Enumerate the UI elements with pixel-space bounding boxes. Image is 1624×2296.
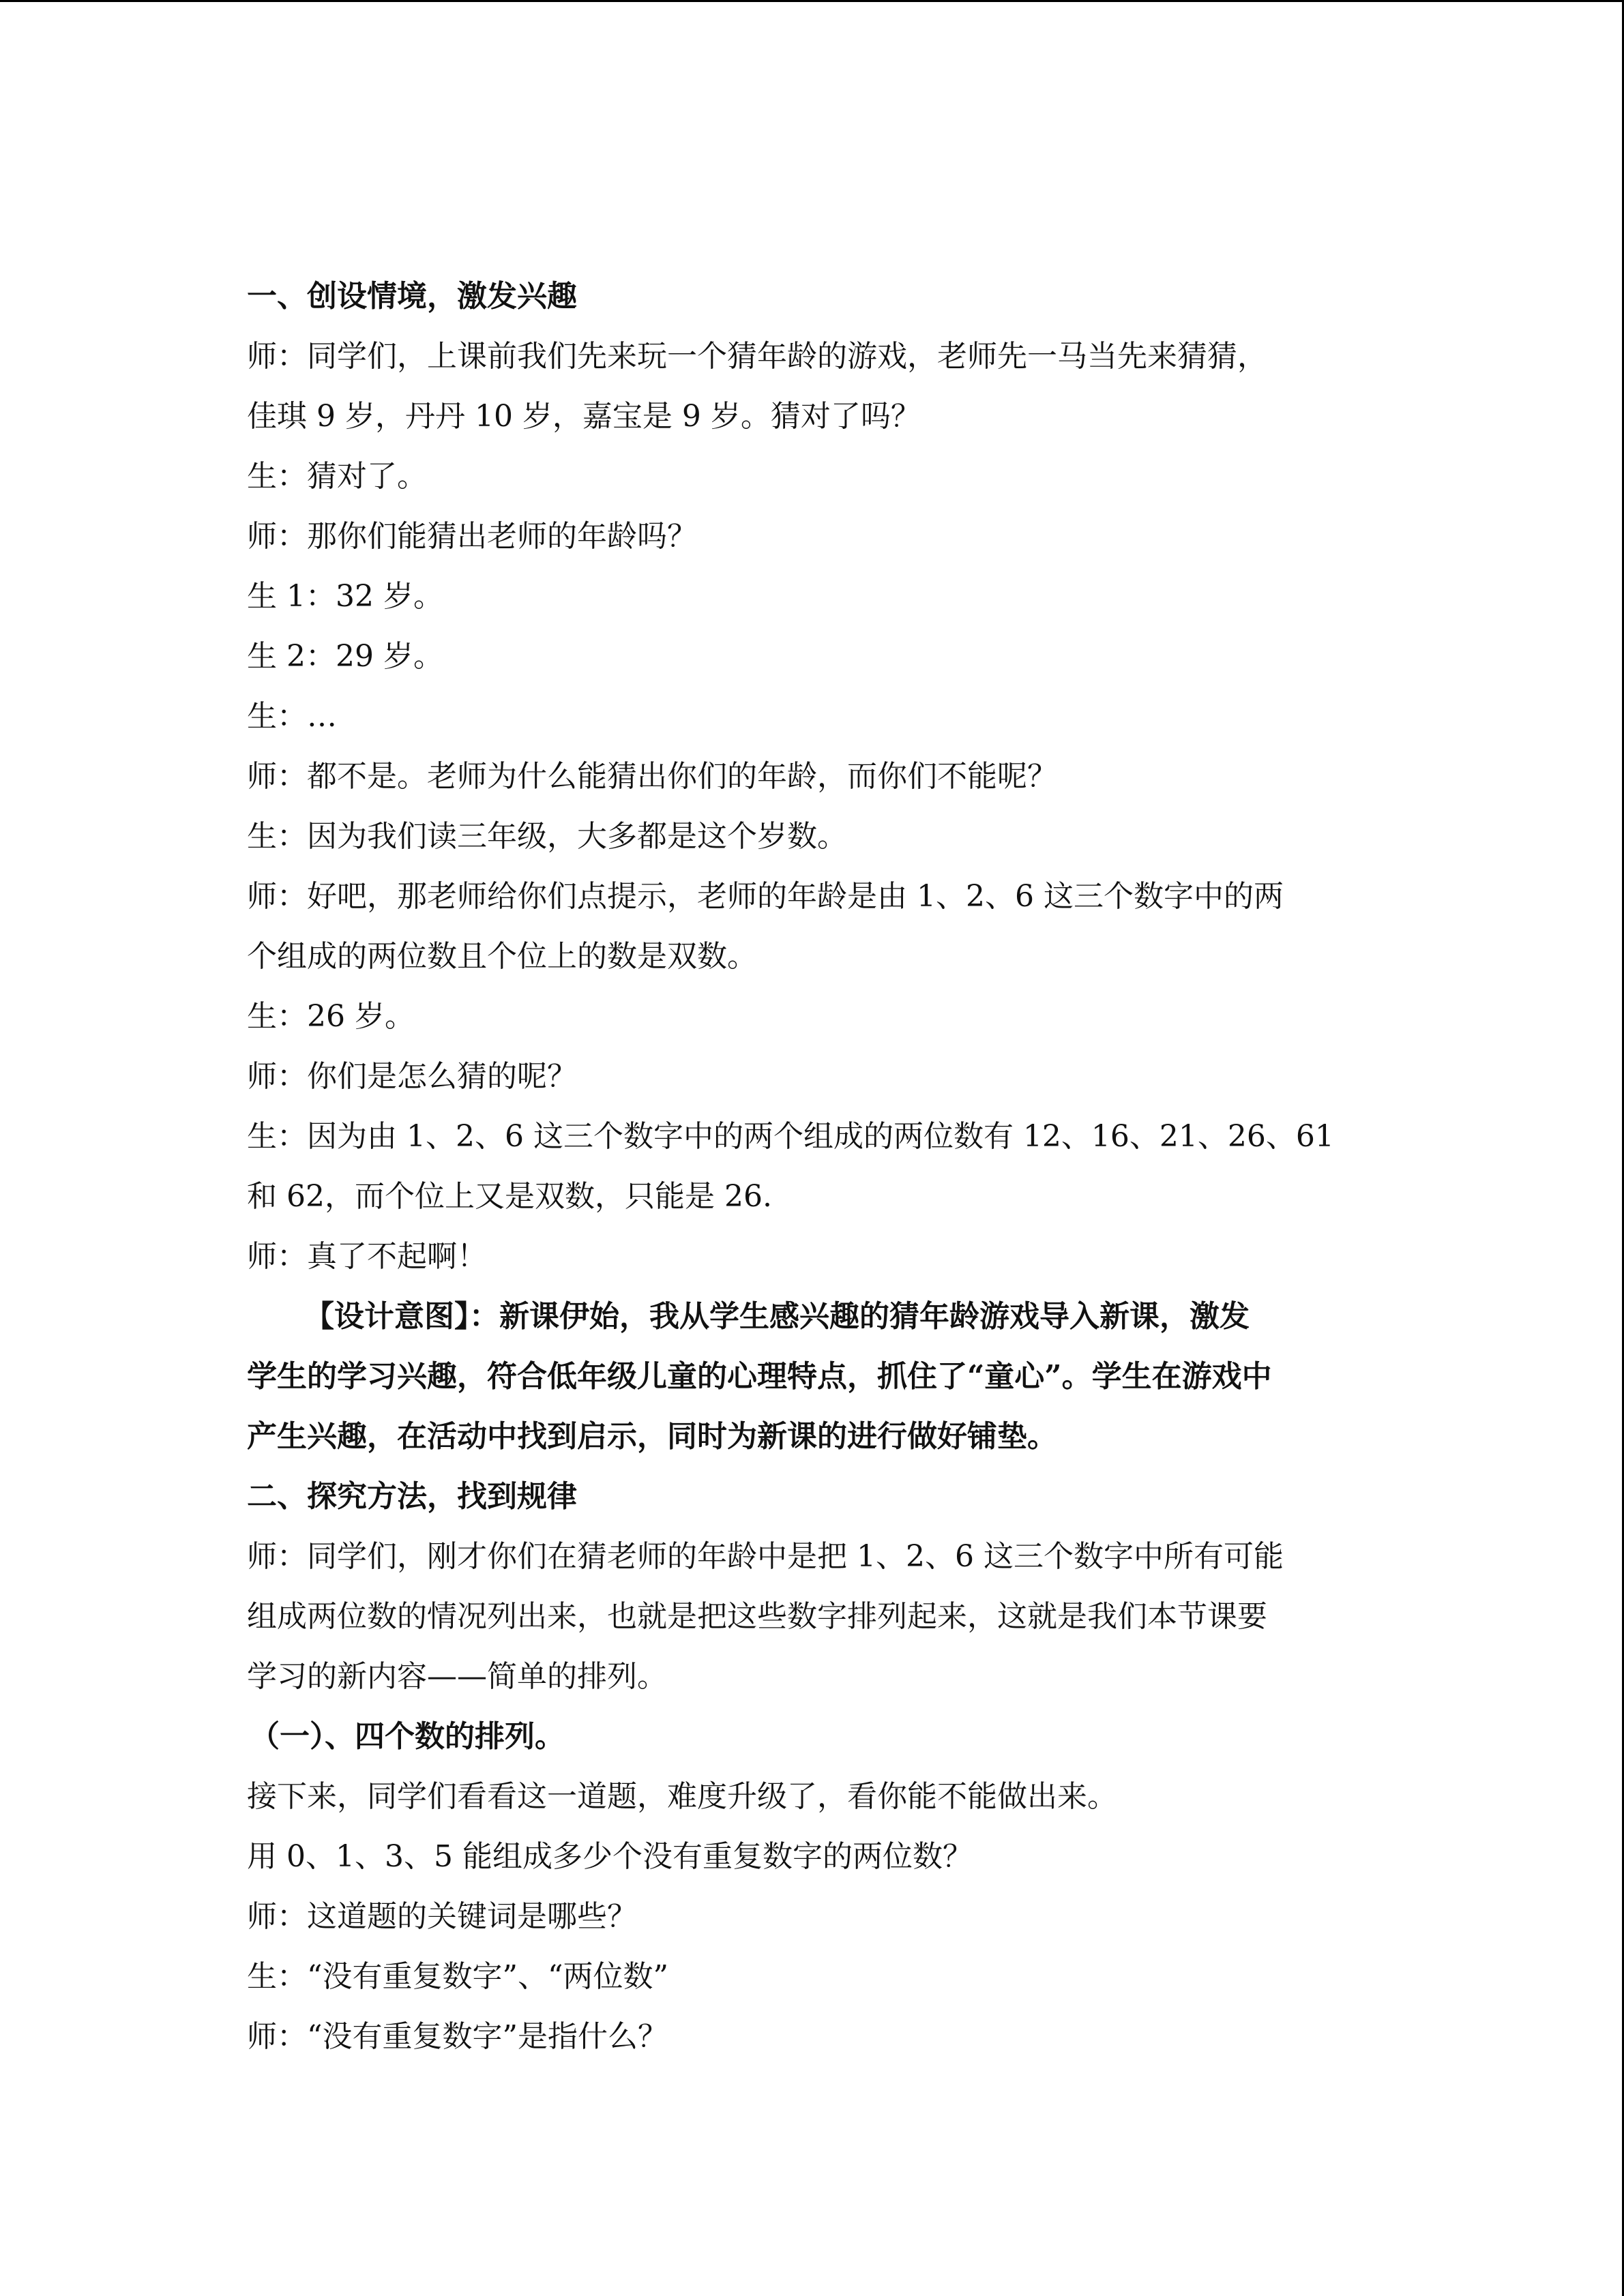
paragraph-line: 生：“没有重复数字”、“两位数” bbox=[247, 1959, 668, 1994]
paragraph-line: 师：“没有重复数字”是指什么？ bbox=[247, 2019, 668, 2054]
paragraph-line: 师：同学们，上课前我们先来玩一个猜年龄的游戏，老师先一马当先来猜猜， bbox=[247, 339, 1267, 374]
design-intent-line: 【设计意图】：新课伊始，我从学生感兴趣的猜年龄游戏导入新课，激发 bbox=[304, 1299, 1250, 1334]
paragraph-line: 生 1：32 岁。 bbox=[247, 579, 443, 614]
paragraph-line: 师：都不是。老师为什么能猜出你们的年龄，而你们不能呢？ bbox=[247, 759, 1057, 794]
subsection-heading: （一）、四个数的排列。 bbox=[250, 1719, 565, 1754]
paragraph-line: 师：好吧，那老师给你们点提示，老师的年龄是由 1、2、6 这三个数字中的两 bbox=[247, 879, 1284, 914]
paragraph-line: 生：因为我们读三年级，大多都是这个岁数。 bbox=[247, 819, 847, 854]
section-heading-2: 二、探究方法，找到规律 bbox=[247, 1479, 577, 1514]
paragraph-line: 生：因为由 1、2、6 这三个数字中的两个组成的两位数有 12、16、21、26、61 bbox=[247, 1119, 1334, 1154]
design-intent-line: 学生的学习兴趣，符合低年级儿童的心理特点，抓住了“童心”。学生在游戏中 bbox=[247, 1359, 1272, 1394]
paragraph-line: 生 2：29 岁。 bbox=[247, 639, 443, 674]
document-body bbox=[247, 267, 1386, 2067]
paragraph-line: 师：你们是怎么猜的呢？ bbox=[247, 1059, 577, 1094]
design-intent-line: 产生兴趣，在活动中找到启示，同时为新课的进行做好铺垫。 bbox=[247, 1419, 1057, 1454]
paragraph-line: 学习的新内容——简单的排列。 bbox=[247, 1659, 667, 1694]
paragraph-line: 生：… bbox=[247, 699, 337, 734]
paragraph-line: 师：同学们，刚才你们在猜老师的年龄中是把 1、2、6 这三个数字中所有可能 bbox=[247, 1539, 1284, 1574]
paragraph-line: 生：26 岁。 bbox=[247, 999, 415, 1034]
paragraph-line: 师：真了不起啊！ bbox=[247, 1239, 487, 1274]
paragraph-line: 个组成的两位数且个位上的数是双数。 bbox=[247, 939, 757, 974]
paragraph-line: 生：猜对了。 bbox=[247, 459, 427, 494]
section-heading-1: 一、创设情境，激发兴趣 bbox=[247, 279, 577, 314]
paragraph-line: 和 62，而个位上又是双数，只能是 26. bbox=[247, 1179, 772, 1214]
paragraph-line: 师：那你们能猜出老师的年龄吗？ bbox=[247, 519, 697, 554]
paragraph-line: 师：这道题的关键词是哪些？ bbox=[247, 1899, 637, 1934]
paragraph-line: 佳琪 9 岁，丹丹 10 岁，嘉宝是 9 岁。猜对了吗？ bbox=[247, 399, 921, 434]
paragraph-line: 接下来，同学们看看这一道题，难度升级了，看你能不能做出来。 bbox=[247, 1779, 1117, 1814]
paragraph-line: 组成两位数的情况列出来，也就是把这些数字排列起来，这就是我们本节课要 bbox=[247, 1599, 1267, 1634]
paragraph-line: 用 0、1、3、5 能组成多少个没有重复数字的两位数？ bbox=[247, 1839, 973, 1874]
